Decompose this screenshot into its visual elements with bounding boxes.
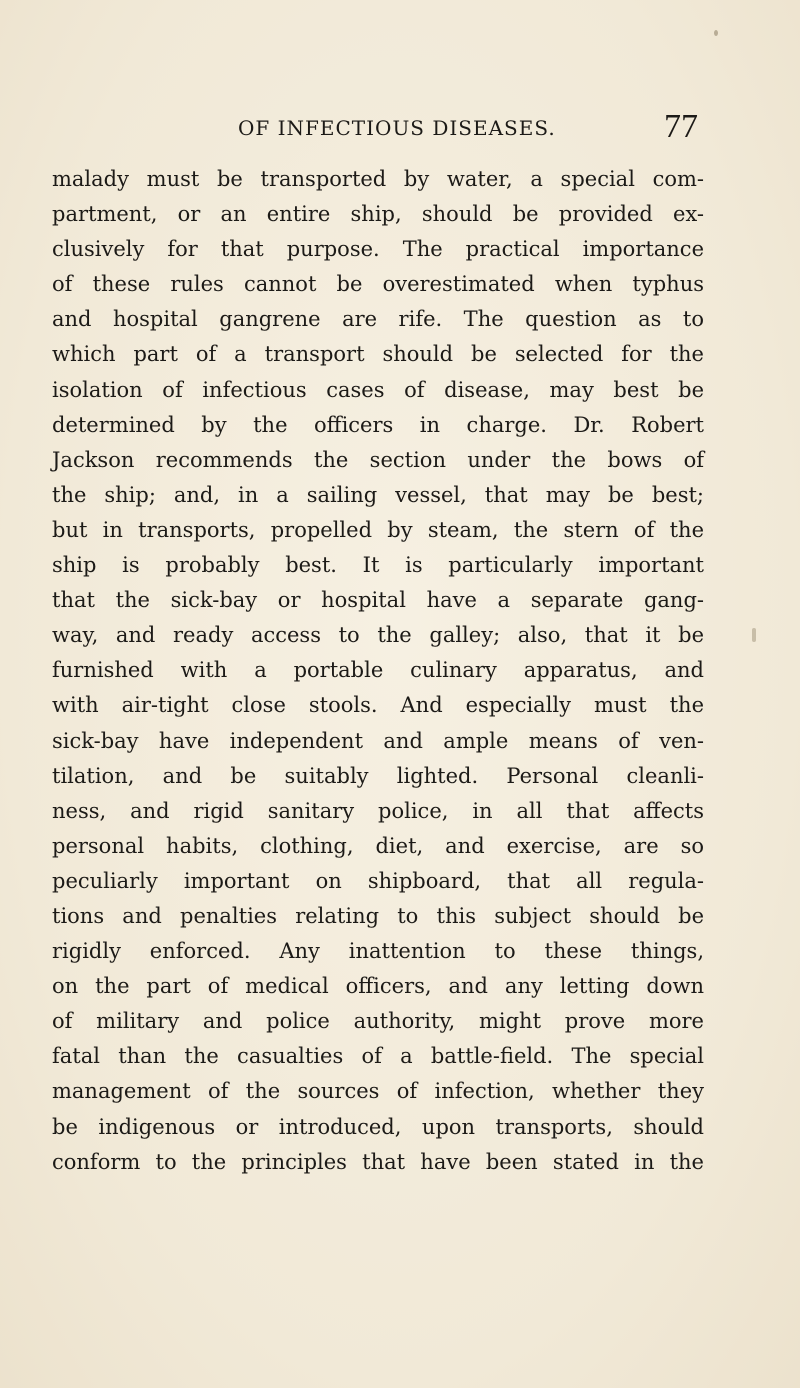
text-line: on the part of medical officers, and any letting down [52,974,704,999]
text-line: peculiarly important on shipboard, that all regula- [52,868,704,893]
text-line: partment, or an entire ship, should be provided ex- [52,202,704,227]
text-line: isolation of infectious cases of disease, may best be [52,377,704,402]
paper-speck [752,628,756,642]
text-line: furnished with a portable culinary apparatus, and [52,658,704,683]
text-line: rigidly enforced. Any inattention to these things, [52,939,704,964]
text-line: ship is probably best. It is particularly important [52,553,704,578]
text-line: malady must be transported by water, a special com- [52,167,704,191]
text-line: be indigenous or introduced, upon transports, should [52,1114,704,1139]
text-line: the ship; and, in a sailing vessel, that may be best; [52,482,704,507]
running-header [238,108,698,152]
text-line: with air-tight close stools. And especially must the [52,693,704,718]
text-line: management of the sources of infection, whether they [52,1079,704,1104]
text-line: of these rules cannot be overestimated when typhus [52,272,704,297]
text-line: Jackson recommends the section under the bows of [52,447,704,472]
text-line: of military and police authority, might prove more [52,1009,704,1034]
body-text [52,162,704,1180]
text-line: conform to the principles that have been stated in the [52,1149,704,1174]
text-line: which part of a transport should be selected for the [52,342,704,367]
text-line: ness, and rigid sanitary police, in all that affects [52,798,704,823]
text-line: that the sick-bay or hospital have a separate gang- [52,588,704,613]
text-line: tions and penalties relating to this subject should be [52,903,704,928]
text-line: fatal than the casualties of a battle-field. The special [52,1044,704,1069]
text-line: way, and ready access to the galley; also, that it be [52,623,704,648]
text-line: sick-bay have independent and ample means of ven- [52,728,704,753]
text-line: personal habits, clothing, diet, and exercise, are so [52,833,704,858]
text-line: tilation, and be suitably lighted. Personal cleanli- [52,763,704,788]
page-number: 77 [664,108,698,145]
text-line: but in transports, propelled by steam, the stern of the [52,517,704,542]
running-title: OF INFECTIOUS DISEASES. [238,116,556,140]
text-line: and hospital gangrene are rife. The question as to [52,307,704,332]
text-line: determined by the officers in charge. Dr. Robert [52,412,704,437]
paper-speck [714,30,718,36]
text-line: clusively for that purpose. The practical importance [52,237,704,262]
